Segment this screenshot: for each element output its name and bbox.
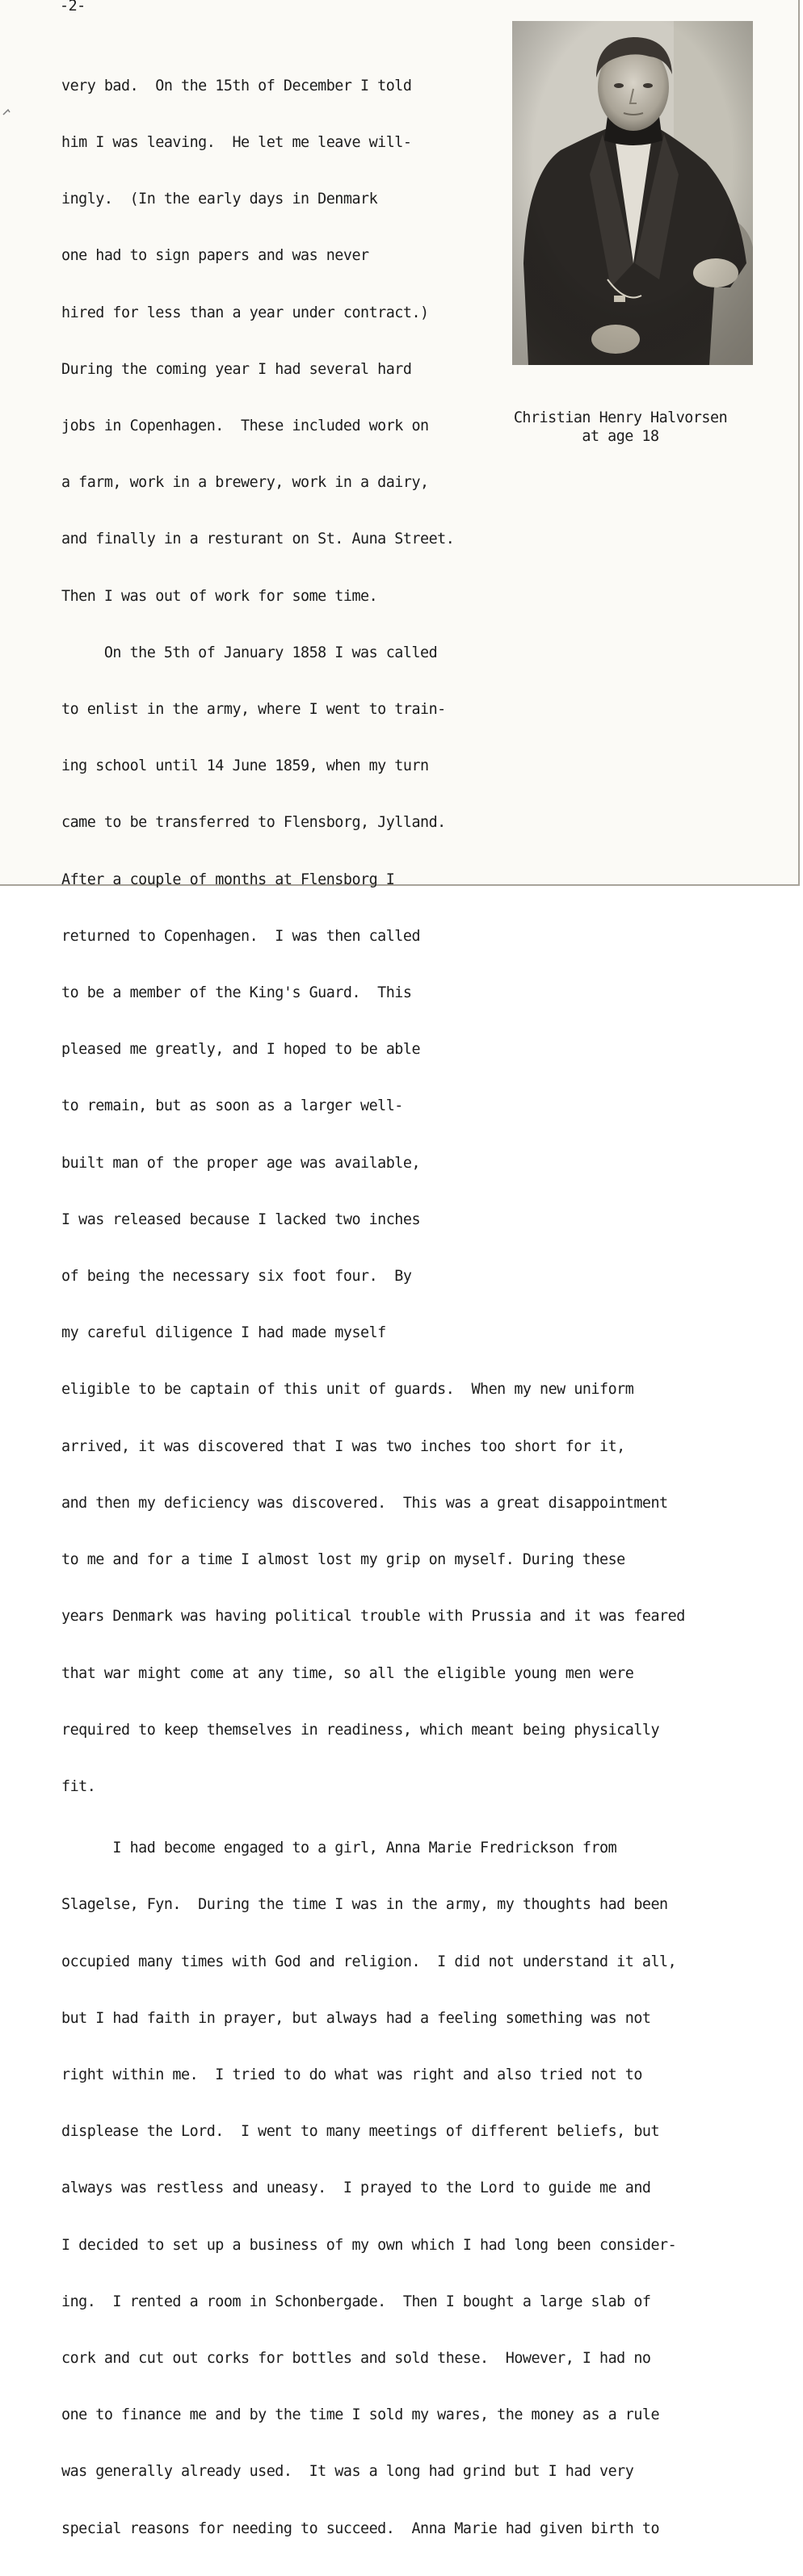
- text-line: to remain, but as soon as a larger well-: [61, 1097, 403, 1115]
- text-line: one to finance me and by the time I sold my wares, the money as a rule: [61, 2406, 660, 2424]
- text-line: years Denmark was having political trouble with Prussia and it was feared: [61, 1608, 685, 1626]
- text-line: arrived, it was discovered that I was two inches too short for it,: [61, 1437, 625, 1455]
- text-line: I had become engaged to a girl, Anna Marie Fredrickson from: [61, 1840, 617, 1857]
- text-line: built man of the proper age was available,: [61, 1154, 421, 1172]
- text-line: ing school until 14 June 1859, when my turn: [61, 757, 429, 775]
- caption-name: Christian Henry Halvorsen: [513, 409, 728, 426]
- text-line: him I was leaving. He let me leave will-: [61, 134, 412, 152]
- text-line: a farm, work in a brewery, work in a dairy,: [61, 474, 429, 492]
- text-line: was generally already used. It was a long had grind but I had very: [61, 2463, 634, 2481]
- text-line: During the coming year I had several hard: [61, 360, 412, 378]
- text-line: that war might come at any time, so all the eligible young men were: [61, 1664, 634, 1682]
- text-line: I decided to set up a business of my own which I had long been consider-: [61, 2236, 677, 2254]
- text-line: but I had faith in prayer, but always had a feeling something was not: [61, 2009, 651, 2027]
- text-line: one had to sign papers and was never: [61, 247, 369, 265]
- text-line: displease the Lord. I went to many meetings of different beliefs, but: [61, 2123, 660, 2141]
- text-line: hired for less than a year under contract.): [61, 304, 429, 321]
- text-line: cork and cut out corks for bottles and sold these. However, I had no: [61, 2349, 651, 2367]
- text-line: fit.: [61, 1777, 96, 1795]
- caption-age: at age 18: [582, 428, 659, 446]
- text-line: always was restless and uneasy. I prayed to the Lord to guide me and: [61, 2180, 651, 2197]
- page-number: -2-: [60, 0, 86, 15]
- text-line: to me and for a time I almost lost my grip on myself. During these: [61, 1551, 625, 1569]
- text-line: to be a member of the King's Guard. This: [61, 984, 412, 1002]
- text-line: After a couple of months at Flensborg I: [61, 871, 395, 888]
- text-line: Then I was out of work for some time.: [61, 587, 378, 605]
- text-line: right within me. I tried to do what was right and also tried not to: [61, 2066, 642, 2083]
- text-line: came to be transferred to Flensborg, Jylland.: [61, 814, 446, 832]
- text-line: On the 5th of January 1858 I was called: [61, 644, 438, 661]
- text-line: occupied many times with God and religion. I did not understand it all,: [61, 1953, 677, 1970]
- text-line: eligible to be captain of this unit of guards. When my new uniform: [61, 1381, 634, 1399]
- text-line: jobs in Copenhagen. These included work on: [61, 417, 429, 435]
- text-line: pleased me greatly, and I hoped to be able: [61, 1041, 421, 1059]
- text-line: special reasons for needing to succeed. Anna Marie had given birth to: [61, 2519, 660, 2537]
- text-line: my careful diligence I had made myself: [61, 1324, 386, 1342]
- text-line: ingly. (In the early days in Denmark: [61, 191, 378, 208]
- text-line: to enlist in the army, where I went to train-: [61, 701, 446, 719]
- text-line: I was released because I lacked two inches: [61, 1210, 421, 1228]
- margin-mark: [2, 107, 13, 118]
- text-line: and finally in a resturant on St. Auna Street.: [61, 531, 455, 548]
- text-line: Slagelse, Fyn. During the time I was in the army, my thoughts had been: [61, 1896, 668, 1914]
- text-line: ing. I rented a room in Schonbergade. Then I bought a large slab of: [61, 2293, 651, 2310]
- text-line: very bad. On the 15th of December I told: [61, 77, 412, 94]
- text-line: returned to Copenhagen. I was then called: [61, 927, 421, 945]
- text-line: of being the necessary six foot four. By: [61, 1268, 412, 1286]
- text-line: required to keep themselves in readiness, which meant being physically: [61, 1721, 660, 1739]
- body-text: [61, 39, 685, 2576]
- text-line: and then my deficiency was discovered. This was a great disappointment: [61, 1494, 668, 1512]
